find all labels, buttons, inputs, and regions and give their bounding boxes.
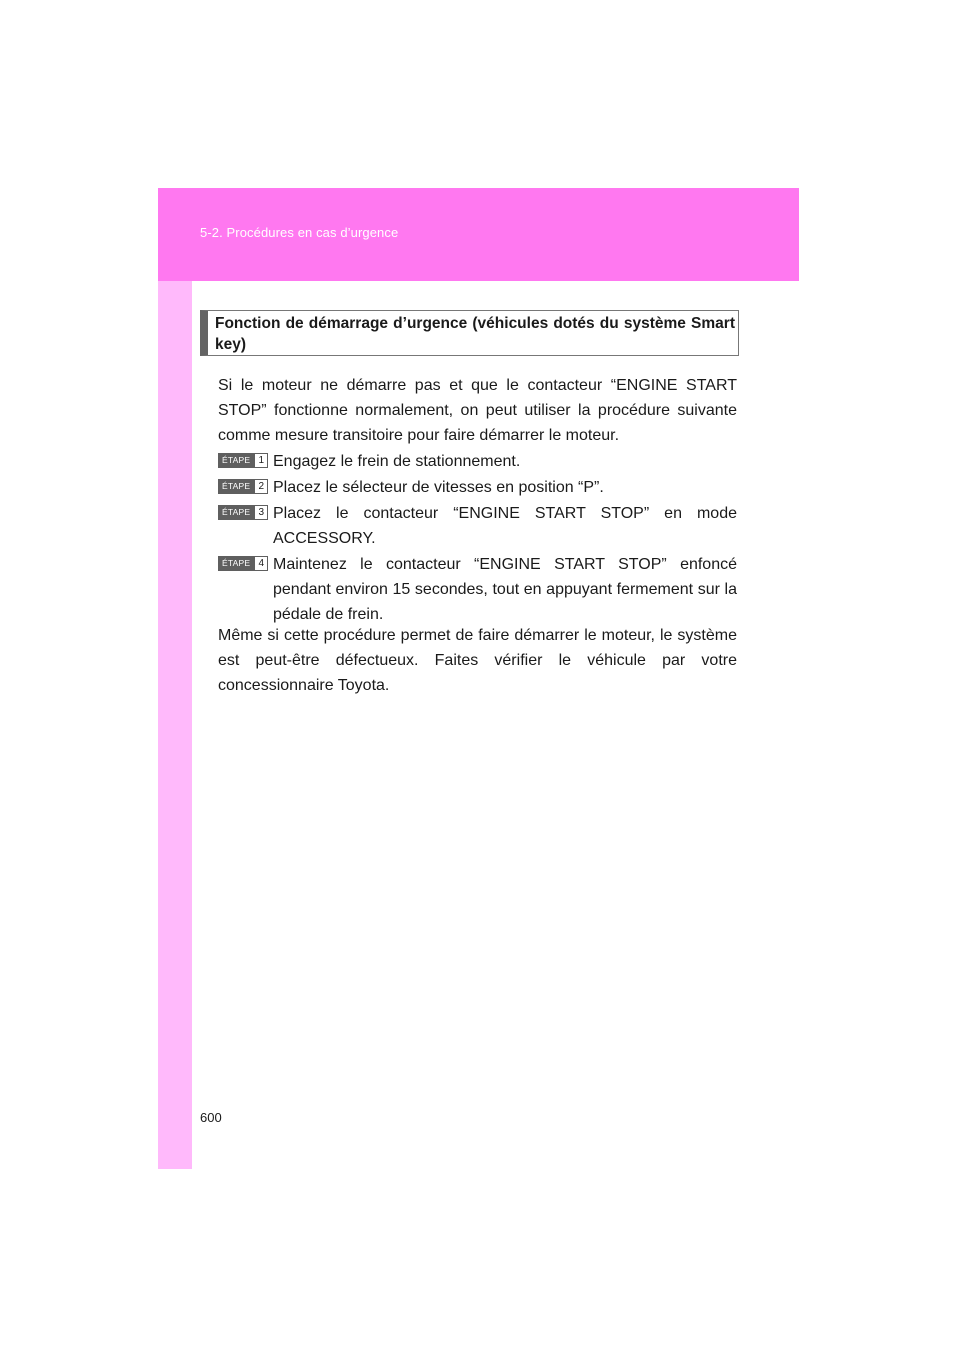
- step-list: [218, 449, 737, 628]
- step-1: [218, 449, 737, 474]
- step-2: [218, 475, 737, 500]
- page-number: 600: [200, 1110, 222, 1125]
- step-text: Maintenez le contacteur “ENGINE START STOP” enfoncé pendant environ 15 secondes, tout en appuyant fermement sur la pédale de frein.: [273, 556, 737, 623]
- section-label: 5-2. Procédures en cas d’urgence: [200, 225, 399, 240]
- step-text: Engagez le frein de stationnement.: [273, 453, 521, 470]
- step-badge: [218, 479, 268, 494]
- step-badge-label: ÉTAPE: [218, 505, 254, 520]
- step-badge-label: ÉTAPE: [218, 479, 254, 494]
- step-badge-number: 1: [254, 453, 268, 468]
- side-strip: [158, 281, 192, 1169]
- step-badge-number: 2: [254, 479, 268, 494]
- closing-paragraph: Même si cette procédure permet de faire démarrer le moteur, le système est peut-être défectueux. Faites vérifier le véhicule par votre concessionnaire Toyota.: [218, 627, 737, 694]
- intro-paragraph: Si le moteur ne démarre pas et que le contacteur “ENGINE START STOP” fonctionne normalement, on peut utiliser la procédure suivante comme mesure transitoire pour faire démarrer le moteur.: [218, 377, 737, 444]
- step-badge: [218, 453, 268, 468]
- step-text: Placez le contacteur “ENGINE START STOP” en mode ACCESSORY.: [273, 505, 737, 547]
- section-title-box: [200, 310, 739, 356]
- step-badge: [218, 556, 268, 571]
- step-badge-number: 4: [254, 556, 268, 571]
- step-4: [218, 552, 737, 627]
- step-badge-label: ÉTAPE: [218, 453, 254, 468]
- page-header: [158, 188, 799, 281]
- section-title: Fonction de démarrage d’urgence (véhicules dotés du système Smart key): [215, 315, 735, 353]
- step-3: [218, 501, 737, 551]
- step-text: Placez le sélecteur de vitesses en position “P”.: [273, 479, 604, 496]
- step-badge-label: ÉTAPE: [218, 556, 254, 571]
- step-badge: [218, 505, 268, 520]
- step-badge-number: 3: [254, 505, 268, 520]
